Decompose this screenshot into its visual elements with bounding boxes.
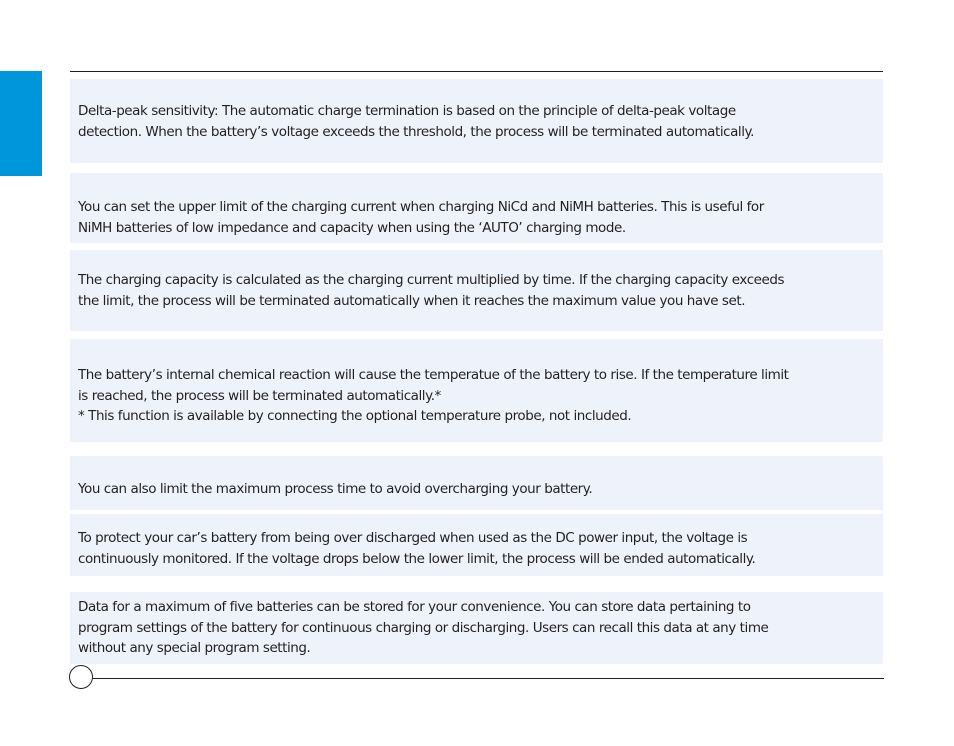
text-line: You can also limit the maximum process time to avoid overcharging your battery. (78, 481, 593, 497)
text-line: the limit, the process will be terminated automatically when it reaches the maximum value you have set. (78, 292, 746, 309)
section-temperature-limit (70, 339, 883, 442)
text-line: detection. When the battery’s voltage exceeds the threshold, the process will be terminated automatically. (78, 123, 754, 140)
text-line: To protect your car’s battery from being over discharged when used as the DC power input, the voltage is (78, 530, 748, 546)
section-tab-marker (0, 71, 42, 176)
section-delta-peak (70, 79, 883, 163)
text-line: NiMH batteries of low impedance and capacity when using the ‘AUTO’ charging mode. (78, 219, 626, 236)
text-line: You can set the upper limit of the charging current when charging NiCd and NiMH batteries. This is useful for (78, 199, 764, 215)
section-time-limit (70, 456, 883, 510)
page-number-circle (69, 665, 93, 689)
footer-rule (93, 678, 884, 679)
header-rule (70, 71, 883, 72)
text-line: The battery’s internal chemical reaction will cause the temperatue of the battery to rise. If the temperature limit (78, 367, 789, 383)
text-line: The charging capacity is calculated as the charging current multiplied by time. If the charging capacity exceeds (78, 272, 785, 288)
text-line: * This function is available by connecting the optional temperature probe, not included. (78, 408, 632, 424)
text-line: Data for a maximum of five batteries can be stored for your convenience. You can store data pertaining to (78, 599, 751, 615)
section-current-limit (70, 173, 883, 243)
section-capacity-limit (70, 250, 883, 331)
text-line: continuously monitored. If the voltage drops below the lower limit, the process will be ended automatically. (78, 550, 756, 567)
text-line: program settings of the battery for continuous charging or discharging. Users can recall this data at any time (78, 619, 769, 636)
text-line: Delta-peak sensitivity: The automatic charge termination is based on the principle of delta-peak voltage (78, 103, 736, 119)
section-input-voltage (70, 514, 883, 576)
text-line: is reached, the process will be terminated automatically.* (78, 387, 441, 404)
section-data-storage (70, 592, 883, 664)
text-line: without any special program setting. (78, 640, 311, 656)
